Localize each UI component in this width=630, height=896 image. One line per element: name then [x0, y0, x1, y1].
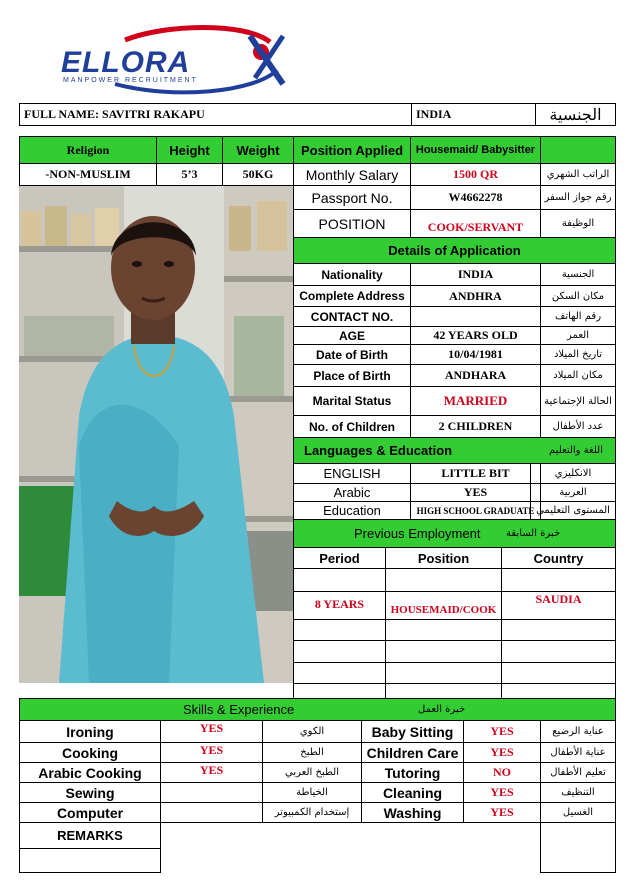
employment-grid-cell: [385, 619, 502, 641]
religion-value: -NON-MUSLIM: [19, 163, 157, 186]
employment-grid-cell: [501, 640, 616, 663]
skill-label: Arabic Cooking: [19, 762, 161, 783]
skill-label-ar: إستخدام الكمبيوتر: [262, 802, 362, 823]
skill-label: Sewing: [19, 782, 161, 803]
position-label: POSITION: [293, 209, 411, 238]
skill-label-ar: الكوي: [262, 720, 362, 743]
country-cell: INDIA: [411, 103, 536, 126]
nationality-ar: الجنسية: [549, 106, 602, 124]
skill-value: [160, 802, 263, 823]
detail-label: CONTACT NO.: [293, 306, 411, 327]
detail-value: 10/04/1981: [410, 344, 541, 365]
skill-value: YES: [160, 762, 263, 783]
employment-grid-cell: [501, 568, 616, 592]
emp-country-value: SAUDIA: [535, 592, 582, 606]
skill-label-ar: تعليم الأطفال: [540, 762, 616, 783]
detail-label-ar: مكان السكن: [540, 285, 616, 307]
full-name-label: FULL NAME:: [24, 107, 99, 121]
language-value: HIGH SCHOOL GRADUATE: [410, 501, 541, 520]
company-logo: [55, 22, 295, 102]
languages-title-ar: اللغة والتعليم: [549, 445, 603, 456]
employment-grid-cell: [501, 683, 616, 699]
passport-value: W4662278: [410, 185, 541, 210]
remarks-empty-left: [19, 848, 161, 873]
detail-label: Complete Address: [293, 285, 411, 307]
skill-value: YES: [463, 802, 541, 823]
languages-title: Languages & Education: [304, 443, 453, 458]
skill-label-ar: عناية الأطفال: [540, 742, 616, 763]
detail-label: Place of Birth: [293, 364, 411, 387]
emp-position-value: HOUSEMAID/COOK: [390, 604, 497, 616]
skill-label: Children Care: [361, 742, 464, 763]
position-applied-header: Position Applied: [293, 136, 411, 164]
detail-label: Nationality: [293, 263, 411, 286]
detail-label-ar: رقم الهاتف: [540, 306, 616, 327]
detail-label: Marital Status: [293, 386, 411, 416]
skill-value: [160, 782, 263, 803]
height-header: Height: [156, 136, 223, 164]
religion-header: Religion: [19, 136, 157, 164]
skill-label-ar: الخياطة: [262, 782, 362, 803]
employment-grid-cell: [293, 640, 386, 663]
emp-period-value: 8 YEARS: [314, 597, 365, 611]
country-header: Country: [501, 547, 616, 569]
person-photo-icon: [19, 186, 294, 683]
position-value: COOK/SERVANT: [410, 209, 541, 238]
detail-label-ar: العمر: [540, 326, 616, 345]
detail-value: ANDHRA: [410, 285, 541, 307]
remarks-label: REMARKS: [19, 822, 161, 849]
full-name-cell: [19, 103, 412, 126]
skill-label-ar: التنظيف: [540, 782, 616, 803]
skill-label: Computer: [19, 802, 161, 823]
skill-value: NO: [463, 762, 541, 783]
language-label: Education: [293, 501, 411, 520]
detail-value: INDIA: [410, 263, 541, 286]
skill-label: Tutoring: [361, 762, 464, 783]
skill-label: Baby Sitting: [361, 720, 464, 743]
detail-label: AGE: [293, 326, 411, 345]
skill-label-ar: الطبخ العربي: [262, 762, 362, 783]
detail-value: ANDHARA: [410, 364, 541, 387]
detail-value: [410, 306, 541, 327]
employment-grid-cell: [501, 662, 616, 684]
full-name-value: SAVITRI RAKAPU: [102, 107, 205, 121]
employment-title-ar: خبرة السابقة: [506, 528, 561, 539]
position-label-ar: الوظيفة: [540, 209, 616, 238]
weight-value: 50KG: [222, 163, 294, 186]
period-header: Period: [293, 547, 386, 569]
detail-value: 42 YEARS OLD: [410, 326, 541, 345]
skill-label-ar: الغسيل: [540, 802, 616, 823]
employment-grid-cell: [385, 640, 502, 663]
passport-label-ar: رقم جواز السفر: [540, 185, 616, 210]
language-value: YES: [410, 483, 541, 502]
skill-label: Ironing: [19, 720, 161, 743]
detail-value: 2 CHILDREN: [410, 415, 541, 438]
passport-label: Passport No.: [293, 185, 411, 210]
language-value: LITTLE BIT: [410, 463, 541, 484]
salary-label-ar: الراتب الشهري: [540, 163, 616, 186]
detail-label-ar: تاريخ الميلاد: [540, 344, 616, 365]
employment-grid-cell: [385, 662, 502, 684]
skill-value: YES: [463, 720, 541, 743]
languages-header: [293, 437, 616, 464]
employment-title: Previous Employment: [354, 526, 481, 541]
weight-header: Weight: [222, 136, 294, 164]
logo-brand: ELLORA: [61, 46, 191, 79]
skill-value: YES: [160, 720, 263, 743]
skill-label: Cleaning: [361, 782, 464, 803]
skill-value: YES: [463, 782, 541, 803]
nationality-ar-cell: [535, 103, 616, 126]
language-label: ENGLISH: [293, 463, 411, 484]
position-applied-value: Housemaid/ Babysitter: [410, 136, 541, 164]
skill-label-ar: الطبخ: [262, 742, 362, 763]
salary-label: Monthly Salary: [293, 163, 411, 186]
salary-value: 1500 QR: [410, 163, 541, 186]
employment-grid-cell: [501, 619, 616, 641]
employment-grid-cell: [293, 662, 386, 684]
language-label-ar: الانكليزي: [530, 463, 616, 484]
skill-label: Washing: [361, 802, 464, 823]
height-value: 5’3: [156, 163, 223, 186]
language-label: Arabic: [293, 483, 411, 502]
employment-grid-cell: [293, 619, 386, 641]
detail-label-ar: الجنسية: [540, 263, 616, 286]
detail-value: MARRIED: [410, 386, 541, 416]
employment-grid-cell: [385, 683, 502, 699]
detail-label: No. of Children: [293, 415, 411, 438]
employment-grid-cell: [385, 568, 502, 592]
employment-grid-cell: [293, 568, 386, 592]
employment-header: [293, 519, 616, 548]
detail-label: Date of Birth: [293, 344, 411, 365]
details-title: Details of Application: [293, 237, 616, 264]
skill-value: YES: [463, 742, 541, 763]
skills-header: [19, 698, 616, 721]
skills-title-ar: خبرة العمل: [418, 704, 466, 715]
skills-title: Skills & Experience: [183, 702, 295, 717]
detail-label-ar: عدد الأطفال: [540, 415, 616, 438]
position-applied-ar: [540, 136, 616, 164]
logo-tagline: MANPOWER RECRUITMENT: [63, 77, 198, 84]
emp-position-header: Position: [385, 547, 502, 569]
skill-label: Cooking: [19, 742, 161, 763]
language-label-ar: العربية: [530, 483, 616, 502]
employment-grid-cell: [293, 683, 386, 699]
remarks-right: [540, 822, 616, 873]
detail-label-ar: مكان الميلاد: [540, 364, 616, 387]
skill-value: YES: [160, 742, 263, 763]
language-label-ar: المستوى التعليمي: [530, 501, 616, 520]
skill-label-ar: عناية الرضيع: [540, 720, 616, 743]
detail-label-ar: الحالة الإجتماعية: [540, 386, 616, 416]
candidate-photo: [19, 186, 294, 683]
